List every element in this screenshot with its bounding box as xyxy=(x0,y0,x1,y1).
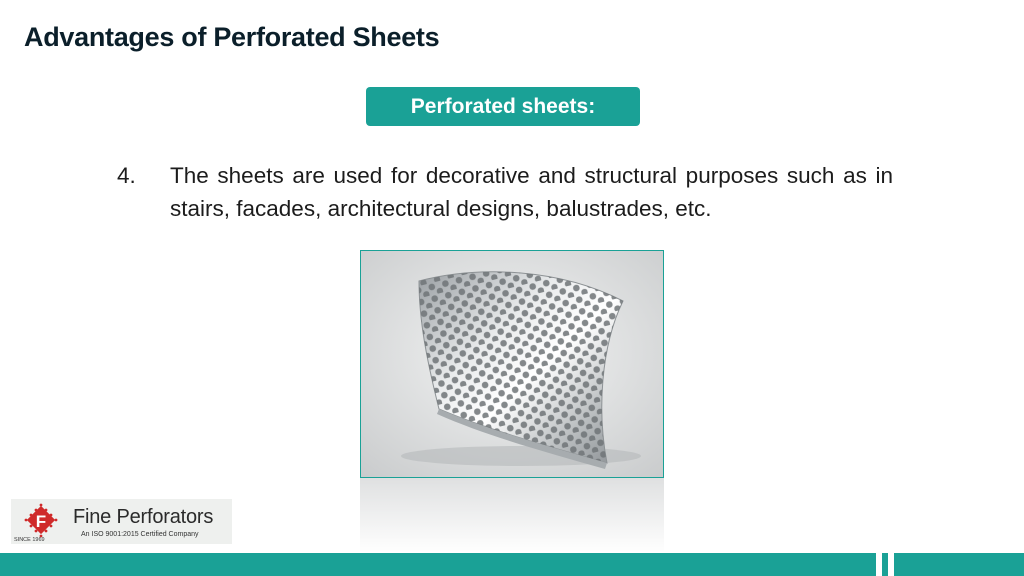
footer-bar xyxy=(0,553,1024,576)
image-reflection xyxy=(360,478,664,552)
section-label xyxy=(366,87,640,126)
footer-stripe xyxy=(876,553,882,576)
list-item-text: The sheets are used for decorative and structural purposes such as in stairs, facades, architectural designs, balustrades, etc. xyxy=(170,163,893,221)
company-logo xyxy=(11,499,232,544)
list-item xyxy=(117,159,893,225)
reflection-illustration xyxy=(360,478,664,552)
logo-name: Fine Perforators xyxy=(73,506,214,528)
logo-diamond-icon xyxy=(15,502,67,542)
section-label-text: Perforated sheets: xyxy=(410,94,596,118)
perforated-sheet-image xyxy=(360,250,664,478)
perforated-sheet-illustration xyxy=(361,251,663,477)
logo-tagline: An ISO 9001:2015 Certified Company xyxy=(81,531,199,538)
footer-stripe xyxy=(888,553,894,576)
logo-since: SINCE 1969 xyxy=(14,537,45,543)
slide-title: Advantages of Perforated Sheets xyxy=(24,22,440,52)
logo-letter: F xyxy=(35,512,47,531)
list-item-number: 4. xyxy=(117,163,136,188)
